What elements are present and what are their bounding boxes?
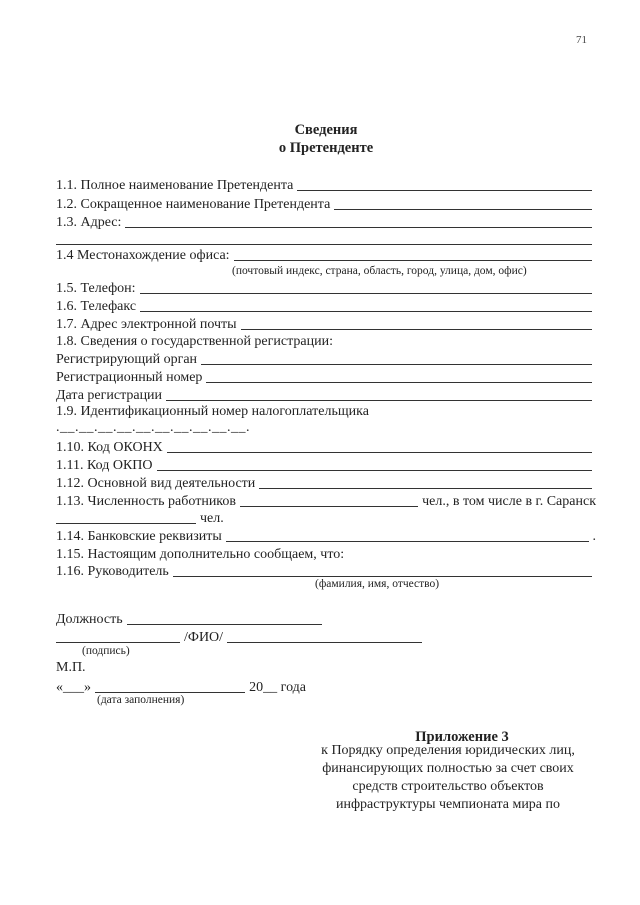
field-bank-end: .: [592, 529, 596, 544]
field-reg-number: [56, 368, 596, 386]
appendix-line-3: средств строительство объектов: [352, 779, 544, 794]
page-title-line1: Сведения: [294, 122, 358, 138]
field-email-label: 1.7. Адрес электронной почты: [56, 317, 237, 332]
field-office-location: [56, 246, 596, 264]
date-hint: (дата заполнения): [97, 694, 185, 706]
field-bank-label: 1.14. Банковские реквизиты: [56, 529, 222, 544]
field-head-input[interactable]: [173, 576, 592, 577]
field-short-name-label: 1.2. Сокращенное наименование Претендента: [56, 197, 331, 212]
field-fax-input[interactable]: [140, 311, 592, 312]
field-okpo-label: 1.11. Код ОКПО: [56, 458, 153, 473]
field-email-input[interactable]: [241, 329, 592, 330]
field-office-location-input[interactable]: [234, 260, 592, 261]
appendix-line-1: к Порядку определения юридических лиц,: [321, 743, 575, 758]
field-short-name-input[interactable]: [334, 209, 592, 210]
appendix-line-4: инфраструктуры чемпионата мира по: [335, 797, 561, 812]
signature-position-label: Должность: [56, 612, 123, 627]
field-additional: [56, 545, 596, 563]
field-okonh: [56, 438, 596, 456]
field-fax-label: 1.6. Телефакс: [56, 299, 137, 314]
field-reg-authority: [56, 350, 596, 368]
field-registration-heading: [56, 332, 596, 350]
field-phone-label: 1.5. Телефон:: [56, 281, 136, 296]
field-reg-authority-input[interactable]: [201, 364, 592, 365]
signature-date-year: 20__ года: [249, 680, 306, 695]
page-title-line2: о Претенденте: [278, 140, 374, 156]
field-fax: [56, 297, 596, 315]
signature-hint: (подпись): [82, 645, 130, 657]
field-okonh-label: 1.10. Код ОКОНХ: [56, 440, 163, 455]
field-address-input-2[interactable]: [56, 244, 592, 245]
field-full-name-label: 1.1. Полное наименование Претендента: [56, 178, 294, 193]
field-employees-saransk-input[interactable]: [56, 523, 196, 524]
field-short-name: [56, 195, 596, 213]
field-okonh-input[interactable]: [167, 452, 592, 453]
signature-date-day[interactable]: «___»: [56, 680, 91, 695]
field-address: [56, 213, 596, 231]
field-phone-input[interactable]: [140, 293, 592, 294]
signature-position: [56, 610, 326, 628]
signature-fio: [56, 628, 426, 646]
field-reg-date-input[interactable]: [166, 400, 592, 401]
field-full-name: [56, 176, 596, 194]
field-okpo-input[interactable]: [157, 470, 592, 471]
page-number: 71: [576, 34, 587, 46]
field-additional-label: 1.15. Настоящим дополнительно сообщаем, что:: [56, 547, 345, 562]
field-reg-number-input[interactable]: [206, 382, 592, 383]
signature-fio-input[interactable]: [227, 642, 422, 643]
field-employees-label: 1.13. Численность работников: [56, 494, 237, 509]
field-inn-boxes[interactable]: .__.__.__.__.__.__.__.__.__.__.: [56, 420, 250, 435]
stamp-label: М.П.: [56, 660, 86, 675]
signature-position-input[interactable]: [127, 624, 322, 625]
field-address-label: 1.3. Адрес:: [56, 215, 122, 230]
field-address-input[interactable]: [125, 227, 592, 228]
field-activity-label: 1.12. Основной вид деятельности: [56, 476, 256, 491]
field-phone: [56, 279, 596, 297]
appendix-title: Приложение 3: [415, 729, 509, 745]
field-activity: [56, 474, 596, 492]
appendix-line-2: финансирующих полностью за счет своих: [322, 761, 574, 776]
field-email: [56, 315, 596, 333]
field-activity-input[interactable]: [259, 488, 592, 489]
signature-date-input[interactable]: [95, 692, 245, 693]
field-employees: [56, 492, 596, 510]
field-reg-date-label: Дата регистрации: [56, 388, 163, 403]
field-office-location-label: 1.4 Местонахождение офиса:: [56, 248, 230, 263]
field-okpo: [56, 456, 596, 474]
field-employees-input[interactable]: [240, 506, 418, 507]
head-hint: (фамилия, имя, отчество): [315, 578, 440, 590]
field-bank-input[interactable]: [226, 541, 589, 542]
field-employees-end: чел.: [200, 511, 224, 526]
field-employees-saransk: [56, 509, 596, 527]
field-registration-label: 1.8. Сведения о государственной регистрации:: [56, 334, 333, 349]
office-location-hint: (почтовый индекс, страна, область, город, улица, дом, офис): [232, 265, 527, 277]
signature-sign-input[interactable]: [56, 642, 180, 643]
field-reg-authority-label: Регистрирующий орган: [56, 352, 198, 367]
field-inn: [56, 402, 596, 420]
field-employees-mid: чел., в том числе в г. Саранск: [422, 494, 596, 509]
field-head-label: 1.16. Руководитель: [56, 564, 169, 579]
field-full-name-input[interactable]: [297, 190, 592, 191]
signature-fio-label: /ФИО/: [184, 630, 224, 645]
field-reg-number-label: Регистрационный номер: [56, 370, 203, 385]
field-bank: [56, 527, 596, 545]
field-inn-label: 1.9. Идентификационный номер налогоплательщика: [56, 404, 369, 419]
